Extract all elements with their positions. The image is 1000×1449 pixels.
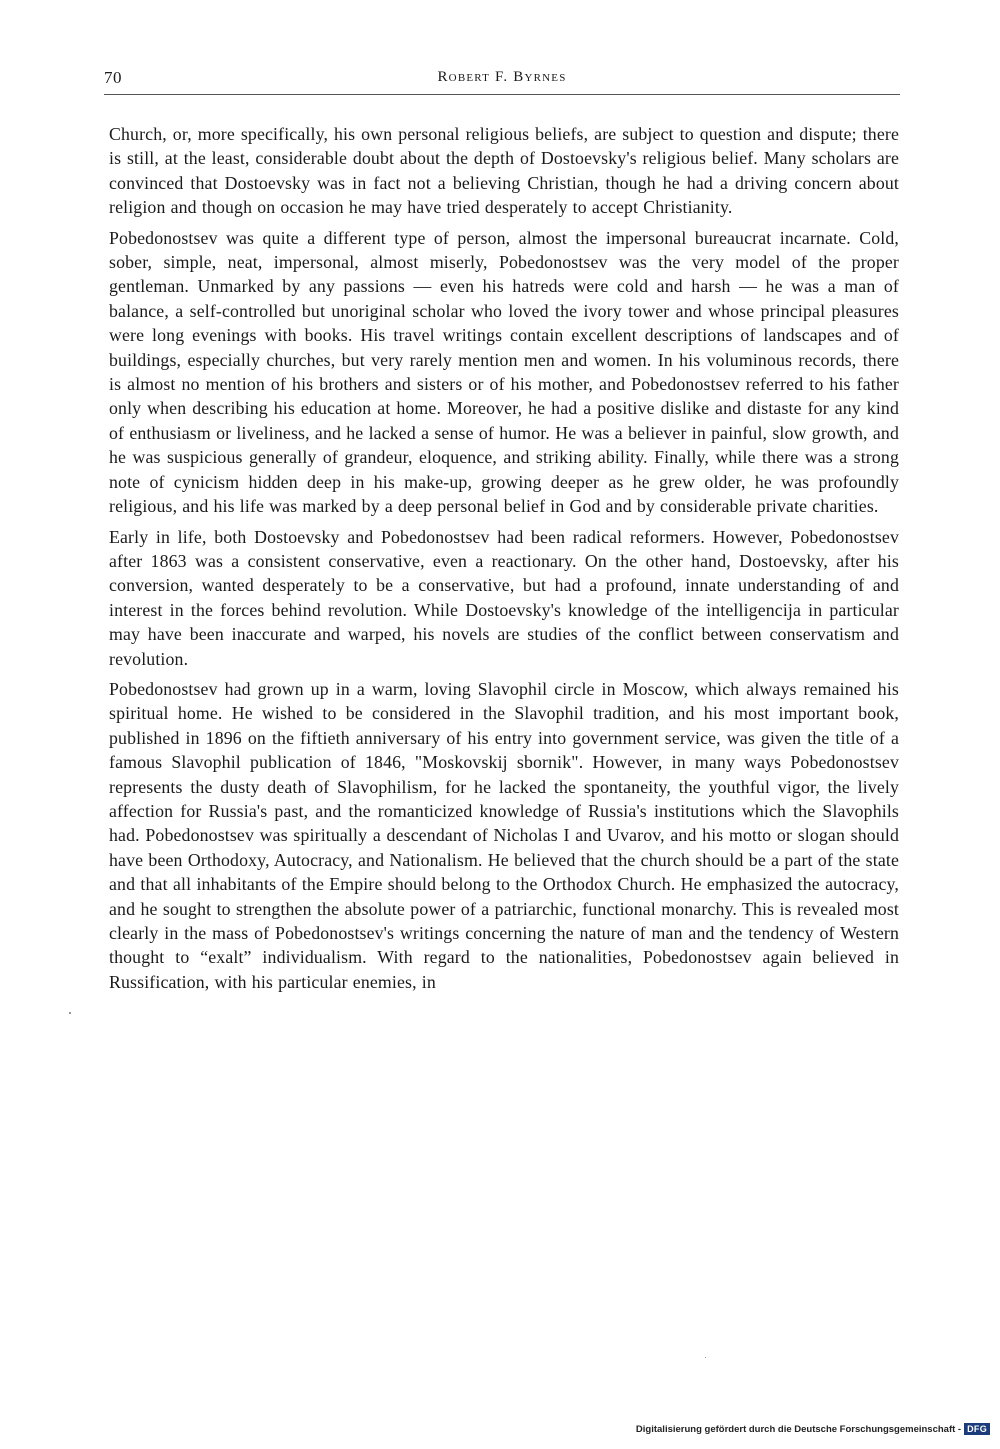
page-number: 70 — [104, 68, 122, 87]
page-header — [104, 66, 900, 95]
digitization-footer — [636, 1423, 990, 1435]
paragraph-4: Pobedonostsev had grown up in a warm, loving Slavophil circle in Moscow, which always remained his spiritual home. He wished to be considered in the Slavophil tradition, and his most important book, published in 1896 on the fiftieth anniversary of his entry into government service, was given the title of a famous Slavophil publication of 1846, "Moskovskij sbornik". However, in many ways Pobedonostsev represents the dusty death of Slavophilism, for he lacked the spontaneity, the youthful vigor, the lively affection for Russia's past, and the romanticized knowledge of Russia's institutions which the Slavophils had. Pobedonostsev was spiritually a descendant of Nicholas I and Uvarov, and his motto or slogan should have been Orthodoxy, Autocracy, and Nationalism. He believed that the church should be a part of the state and that all inhabitants of the Empire should belong to the Orthodox Church. He emphasized the autocracy, and he sought to strengthen the absolute power of a patriarchic, functional monarchy. This is revealed most clearly in the mass of Pobedonostsev's writings concerning the nature of man and the tendency of Western thought to “exalt” individualism. With regard to the nationalities, Pobedonostsev again believed in Russification, with his particular enemies, in — [109, 678, 899, 992]
dfg-logo: DFG — [964, 1423, 990, 1435]
margin-speck — [69, 1012, 71, 1014]
margin-speck — [705, 1357, 706, 1358]
paragraph-3: Early in life, both Dostoevsky and Pobedonostsev had been radical reformers. However, Pobedonostsev after 1863 was a consistent conservative, even a reactionary. On the other hand, Dostoevsky, after his conversion, wanted desperately to be a conservative, but had a profound, innate understanding of and interest in the forces behind revolution. While Dostoevsky's knowledge of the intelligencija in particular may have been inaccurate and warped, his novels are studies of the conflict between conservatism and revolution. — [109, 526, 899, 669]
running-head: Robert F. Byrnes — [437, 69, 567, 85]
paragraph-1: Church, or, more specifically, his own personal religious beliefs, are subject to question and dispute; there is still, at the least, considerable doubt about the depth of Dostoevsky's religious belief. Many scholars are convinced that Dostoevsky was in fact not a believing Christian, though he had a driving concern about religion and though on occasion he may have tried desperately to accept Christianity. — [109, 124, 899, 218]
footer-note-text: Digitalisierung gefördert durch die Deutsche Forschungsgemeinschaft - — [635, 1423, 962, 1435]
body-text — [109, 122, 899, 1000]
paragraph-2: Pobedonostsev was quite a different type of person, almost the impersonal bureaucrat incarnate. Cold, sober, simple, neat, impersonal, almost miserly, Pobedonostsev was the very model of the proper gentleman. Unmarked by any passions — even his hatreds were cold and harsh — he was a man of balance, a self-controlled but unoriginal scholar who loved the ivory tower and whose principal pleasures were long evenings with books. His travel writings contain excellent descriptions of landscapes and of buildings, especially churches, but very rarely mention men and women. In his voluminous records, there is almost no mention of his brothers and sisters or of his mother, and Pobedonostsev referred to his father only when describing his education at home. Moreover, he had a positive dislike and distaste for any kind of enthusiasm or liveliness, and he lacked a sense of humor. He was a believer in painful, slow growth, and he was suspicious generally of grandeur, eloquence, and striking ability. Finally, while there was a strong note of cynicism hidden deep in his make-up, growing deeper as he grew older, he was profoundly religious, and his life was marked by a deep personal belief in God and by considerable private charities. — [109, 227, 899, 517]
